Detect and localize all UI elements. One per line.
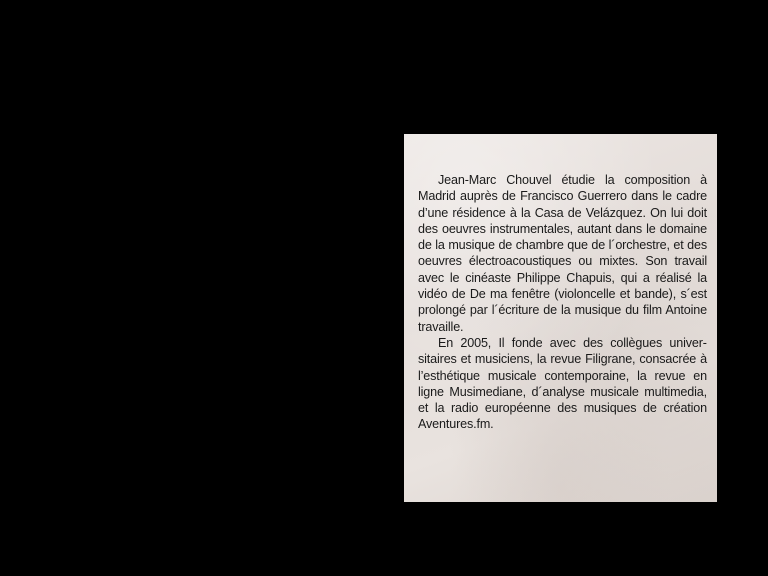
- biography-text: [418, 172, 707, 433]
- paper-card: [404, 134, 717, 502]
- paragraph-1: Jean-Marc Chouvel étudie la composition à Madrid auprès de Francisco Guerrero dans le cadre d’une résidence à la Casa de Velázquez. On lui doit des oeuvres instrumentales, autant dans le domaine de la musique de chambre que de l´orchestre, et des oeuvres électroacoustiques ou mixtes. Son travail avec le cinéaste Philippe Chapuis, qui a réalisé la vidéo de De ma fenêtre (violoncelle et bande), s´est prolongé par l´écriture de la musique du film Antoine travaille.: [418, 173, 707, 334]
- paragraph-2: En 2005, Il fonde avec des collègues universitaires et musiciens, la revue Filigrane, consacrée à l’esthétique musicale contemporaine, la revue en ligne Musimediane, d´analyse musicale multimedia, et la radio européenne des musiques de création Aventures.fm.: [418, 335, 707, 432]
